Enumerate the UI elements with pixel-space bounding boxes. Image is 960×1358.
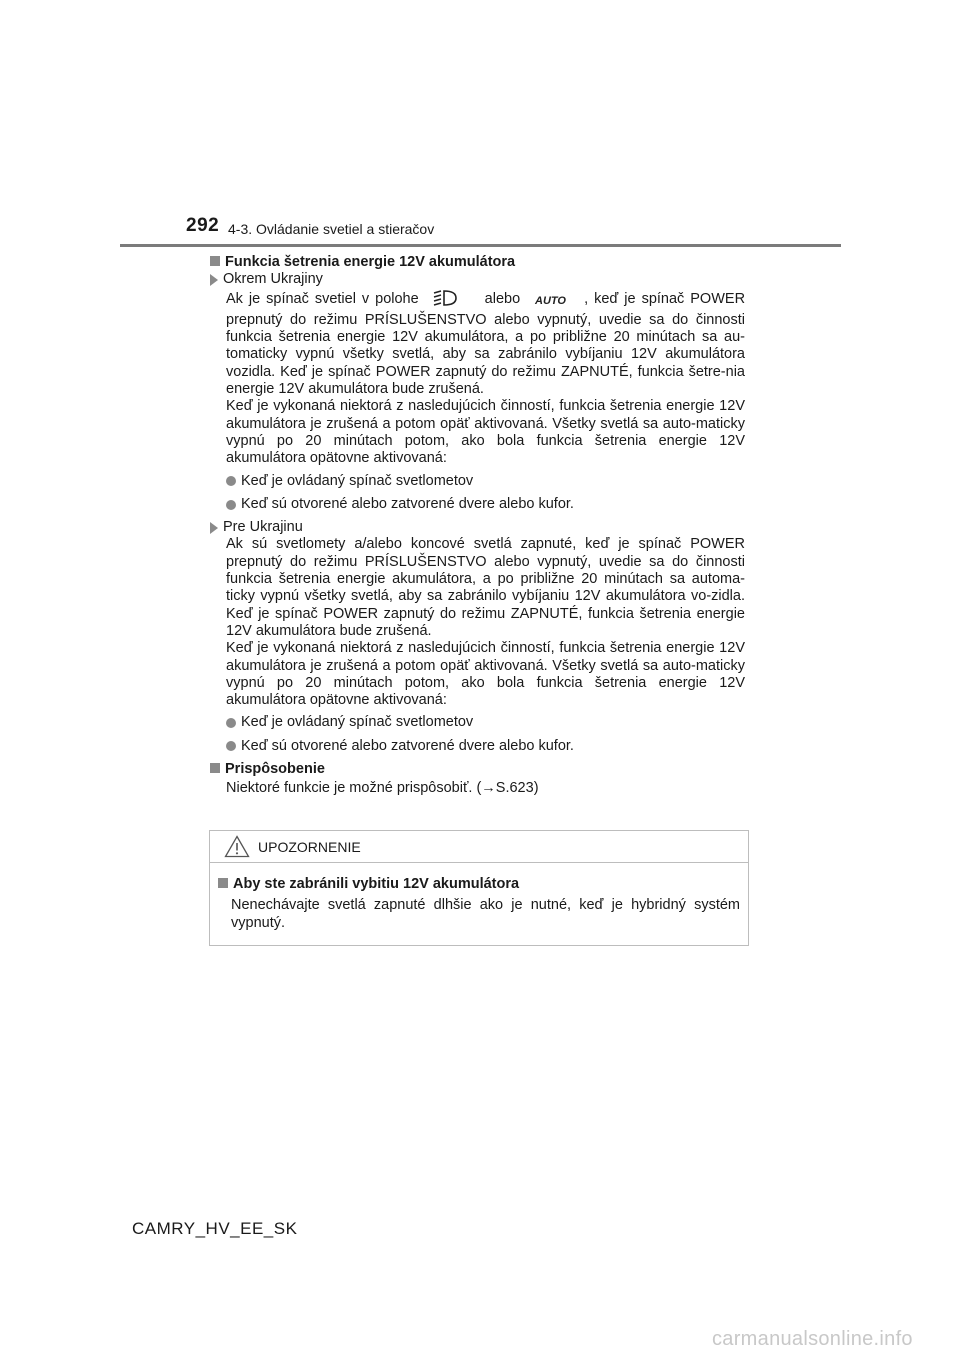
list-item — [210, 714, 745, 731]
warning-heading-text: Aby ste zabránili vybitiu 12V akumulátora — [233, 876, 520, 892]
section-title: 4-3. Ovládanie svetiel a stieračov — [228, 221, 435, 237]
circle-bullet-icon — [226, 741, 236, 751]
paragraph-text-part: Keď je vykonaná niektorá z nasledujúcich činností, funkcia šetrenia energie 12V akumulátora je zrušená a potom opäť aktivovaná. Všetky svetlá sa auto-maticky vypnú po 20 minútach potom, ako bola funkcia šetrenia energie 12V akumulátora opätovne aktivovaná: — [226, 398, 745, 467]
page-reference-link[interactable]: S.623 — [495, 780, 534, 797]
arrow-right-icon: → — [481, 780, 496, 797]
warning-heading — [218, 876, 740, 893]
auto-light-icon — [534, 291, 568, 312]
text-part: ) — [533, 780, 539, 797]
watermark: carmanualsonline.info — [712, 1328, 913, 1350]
triangle-bullet-icon — [210, 522, 218, 534]
square-bullet-icon — [218, 878, 228, 888]
warning-triangle-icon — [224, 835, 250, 858]
list-item — [210, 738, 745, 755]
section-heading-energy-saving — [210, 254, 745, 271]
subheading-ukraine — [210, 519, 745, 536]
section-heading-text: Prispôsobenie — [225, 761, 325, 778]
header-divider — [120, 244, 841, 247]
subheading-except-ukraine — [210, 271, 745, 288]
list-item — [210, 496, 745, 513]
paragraph-text-part: Ak sú svetlomety a/alebo koncové svetlá zapnuté, keď je spínač POWER prepnutý do režimu PRÍSLUŠENSTVO alebo vypnutý, uvedie sa do činnosti funkcia šetrenia energie akumulátora, a po približne 20 minútach sa automa-ticky vypnú všetky svetlá, aby sa zabránilo vybíjaniu 12V akumulátora vo-zidla. Keď je spínač POWER zapnutý do režimu ZAPNUTÉ, funkcia šetrenia energie 12V akumulátora bude zrušená. — [226, 536, 745, 639]
circle-bullet-icon — [226, 500, 236, 510]
warning-box — [209, 830, 749, 946]
subheading-text: Okrem Ukrajiny — [223, 271, 323, 288]
list-item — [210, 473, 745, 490]
paragraph-text-part: Keď je vykonaná niektorá z nasledujúcich činností, funkcia šetrenia energie 12V akumulátora je zrušená a potom opäť aktivovaná. Všetky svetlá sa auto-maticky vypnú po 20 minútach potom, ako bola funkcia šetrenia energie 12V akumulátora opätovne aktivovaná: — [226, 640, 745, 709]
paragraph-text-part: alebo — [484, 290, 521, 307]
section-heading-text: Funkcia šetrenia energie 12V akumulátora — [225, 254, 516, 270]
paragraph-text-part: , keď je spínač POWER prepnutý do režimu PRÍSLUŠENSTVO alebo vypnutý, uvedie sa do činnosti funkcia šetrenia energie 12V akumulátora, a po približne 20 minútach sa au-tomaticky vypnú všetky svetlá, aby sa zabránilo vybíjaniu 12V akumulátora vozidla. Keď je spínač POWER zapnutý do režimu ZAPNUTÉ, funkcia šetre-nia energie 12V akumulátora bude zrušená. — [226, 290, 746, 398]
page-number: 292 — [186, 215, 220, 236]
square-bullet-icon — [210, 763, 220, 773]
headlight-icon — [431, 289, 459, 312]
subheading-text: Pre Ukrajinu — [223, 519, 303, 536]
warning-header — [210, 831, 748, 863]
list-item-text: Keď sú otvorené alebo zatvorené dvere alebo kufor. — [241, 737, 574, 754]
paragraph — [210, 536, 745, 709]
triangle-bullet-icon — [210, 274, 218, 286]
list-item-text: Keď sú otvorené alebo zatvorené dvere alebo kufor. — [241, 495, 574, 512]
list-item-text: Keď je ovládaný spínač svetlometov — [241, 714, 474, 731]
warning-text: Nenechávajte svetlá zapnuté dlhšie ako je nutné, keď je hybridný systém vypnutý. — [231, 897, 740, 931]
document-code: CAMRY_HV_EE_SK — [132, 1219, 298, 1238]
paragraph-text-part: Ak je spínač svetiel v polohe — [226, 290, 419, 307]
circle-bullet-icon — [226, 718, 236, 728]
list-item-text: Keď je ovládaný spínač svetlometov — [241, 472, 474, 489]
text-part: Niektoré funkcie je možné prispôsobiť. ( — [226, 780, 482, 797]
paragraph — [210, 289, 745, 468]
circle-bullet-icon — [226, 476, 236, 486]
auto-icon-label: AUTO — [535, 294, 567, 307]
warning-title: UPOZORNENIE — [258, 838, 361, 855]
section-heading-customization — [210, 761, 745, 778]
warning-body — [210, 863, 748, 932]
customization-text — [210, 780, 745, 797]
square-bullet-icon — [210, 256, 220, 266]
main-content — [210, 254, 745, 798]
